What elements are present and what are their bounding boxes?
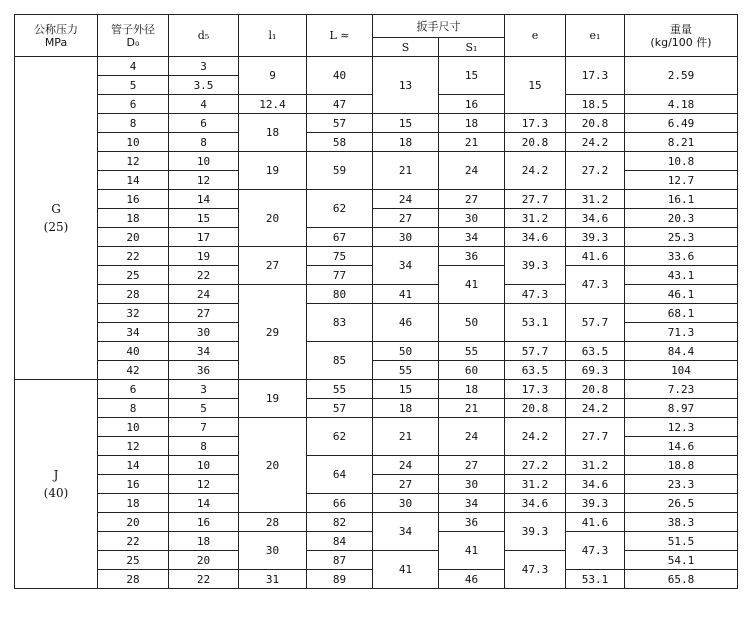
cell-S: 13 [373, 57, 439, 114]
cell-d5: 5 [169, 399, 239, 418]
cell-weight: 8.97 [625, 399, 738, 418]
cell-S: 24 [373, 190, 439, 209]
cell-L: 82 [307, 513, 373, 532]
cell-L: 87 [307, 551, 373, 570]
cell-S1: 60 [439, 361, 505, 380]
cell-l1: 12.4 [239, 95, 307, 114]
header-L: L ≈ [307, 15, 373, 57]
cell-e1: 20.8 [566, 114, 625, 133]
cell-d5: 12 [169, 475, 239, 494]
cell-L: 83 [307, 304, 373, 342]
cell-L: 55 [307, 380, 373, 399]
table-row [15, 380, 738, 399]
cell-d0: 32 [98, 304, 169, 323]
cell-d5: 36 [169, 361, 239, 380]
cell-e: 47.3 [505, 551, 566, 589]
table-row [15, 57, 738, 76]
cell-weight: 65.8 [625, 570, 738, 589]
cell-weight: 26.5 [625, 494, 738, 513]
cell-d5: 4 [169, 95, 239, 114]
cell-weight: 84.4 [625, 342, 738, 361]
cell-S: 21 [373, 418, 439, 456]
cell-d5: 14 [169, 494, 239, 513]
cell-S1: 27 [439, 456, 505, 475]
header-e: e [505, 15, 566, 57]
cell-weight: 23.3 [625, 475, 738, 494]
cell-weight: 10.8 [625, 152, 738, 171]
cell-e1: 24.2 [566, 399, 625, 418]
cell-L: 75 [307, 247, 373, 266]
table-row [15, 190, 738, 209]
cell-e1: 57.7 [566, 304, 625, 342]
cell-S1: 24 [439, 152, 505, 190]
cell-l1: 20 [239, 190, 307, 247]
cell-e1: 39.3 [566, 228, 625, 247]
table-row [15, 361, 738, 380]
pressure-group-j: J (40) [15, 380, 98, 589]
cell-weight: 2.59 [625, 57, 738, 95]
table-row [15, 304, 738, 323]
cell-d5: 24 [169, 285, 239, 304]
cell-e: 47.3 [505, 285, 566, 304]
cell-d5: 19 [169, 247, 239, 266]
cell-weight: 25.3 [625, 228, 738, 247]
cell-e1: 20.8 [566, 380, 625, 399]
cell-S1: 24 [439, 418, 505, 456]
cell-d0: 10 [98, 418, 169, 437]
cell-L: 77 [307, 266, 373, 285]
cell-d5: 8 [169, 437, 239, 456]
cell-d5: 3 [169, 57, 239, 76]
cell-e: 20.8 [505, 133, 566, 152]
cell-S: 15 [373, 380, 439, 399]
cell-d5: 3.5 [169, 76, 239, 95]
cell-e1: 41.6 [566, 513, 625, 532]
cell-d0: 22 [98, 532, 169, 551]
table-row [15, 399, 738, 418]
cell-l1: 9 [239, 57, 307, 95]
cell-d5: 7 [169, 418, 239, 437]
table-row [15, 152, 738, 171]
cell-L: 84 [307, 532, 373, 551]
header-d5: d₅ [169, 15, 239, 57]
cell-d5: 18 [169, 532, 239, 551]
cell-d0: 5 [98, 76, 169, 95]
cell-weight: 12.7 [625, 171, 738, 190]
cell-d5: 10 [169, 456, 239, 475]
cell-l1: 19 [239, 152, 307, 190]
cell-d0: 18 [98, 494, 169, 513]
cell-e: 27.2 [505, 456, 566, 475]
cell-S1: 34 [439, 228, 505, 247]
cell-S: 30 [373, 494, 439, 513]
cell-S: 21 [373, 152, 439, 190]
cell-d0: 16 [98, 475, 169, 494]
cell-d5: 34 [169, 342, 239, 361]
cell-S: 34 [373, 247, 439, 285]
cell-S1: 41 [439, 532, 505, 570]
cell-e: 39.3 [505, 247, 566, 285]
cell-d5: 14 [169, 190, 239, 209]
cell-e1: 34.6 [566, 209, 625, 228]
cell-S: 18 [373, 399, 439, 418]
cell-e1: 27.2 [566, 152, 625, 190]
table-row [15, 133, 738, 152]
cell-d0: 18 [98, 209, 169, 228]
cell-d5: 10 [169, 152, 239, 171]
cell-d0: 34 [98, 323, 169, 342]
cell-d5: 16 [169, 513, 239, 532]
cell-e1: 69.3 [566, 361, 625, 380]
cell-d5: 15 [169, 209, 239, 228]
cell-weight: 46.1 [625, 285, 738, 304]
cell-e: 24.2 [505, 152, 566, 190]
cell-S: 41 [373, 551, 439, 589]
cell-S1: 30 [439, 209, 505, 228]
cell-weight: 20.3 [625, 209, 738, 228]
cell-L: 80 [307, 285, 373, 304]
cell-e1: 53.1 [566, 570, 625, 589]
cell-S: 18 [373, 133, 439, 152]
cell-L: 62 [307, 418, 373, 456]
cell-e1: 24.2 [566, 133, 625, 152]
cell-e: 53.1 [505, 304, 566, 342]
cell-e: 31.2 [505, 475, 566, 494]
cell-weight: 4.18 [625, 95, 738, 114]
cell-weight: 104 [625, 361, 738, 380]
cell-S1: 36 [439, 513, 505, 532]
cell-e1: 31.2 [566, 456, 625, 475]
cell-weight: 68.1 [625, 304, 738, 323]
cell-S1: 46 [439, 570, 505, 589]
cell-d0: 8 [98, 114, 169, 133]
cell-e1: 17.3 [566, 57, 625, 95]
table-row [15, 285, 738, 304]
cell-d0: 20 [98, 228, 169, 247]
cell-e: 34.6 [505, 494, 566, 513]
cell-S1: 21 [439, 399, 505, 418]
cell-l1: 28 [239, 513, 307, 532]
cell-S: 27 [373, 475, 439, 494]
cell-L: 57 [307, 114, 373, 133]
cell-weight: 54.1 [625, 551, 738, 570]
cell-weight: 14.6 [625, 437, 738, 456]
cell-L: 67 [307, 228, 373, 247]
cell-weight: 8.21 [625, 133, 738, 152]
table-row [15, 551, 738, 570]
cell-l1: 19 [239, 380, 307, 418]
cell-S: 55 [373, 361, 439, 380]
cell-S1: 16 [439, 95, 505, 114]
cell-S: 15 [373, 114, 439, 133]
cell-d0: 4 [98, 57, 169, 76]
cell-S1: 55 [439, 342, 505, 361]
cell-S1: 30 [439, 475, 505, 494]
table-row [15, 114, 738, 133]
cell-S: 46 [373, 304, 439, 342]
cell-d0: 22 [98, 247, 169, 266]
cell-e: 20.8 [505, 399, 566, 418]
cell-d0: 14 [98, 171, 169, 190]
cell-weight: 33.6 [625, 247, 738, 266]
cell-e1: 39.3 [566, 494, 625, 513]
cell-L: 66 [307, 494, 373, 513]
cell-e: 31.2 [505, 209, 566, 228]
cell-S: 24 [373, 456, 439, 475]
cell-d0: 40 [98, 342, 169, 361]
cell-l1: 30 [239, 532, 307, 570]
cell-l1: 27 [239, 247, 307, 285]
cell-L: 89 [307, 570, 373, 589]
cell-S1: 27 [439, 190, 505, 209]
cell-d0: 28 [98, 285, 169, 304]
cell-d0: 8 [98, 399, 169, 418]
cell-d5: 3 [169, 380, 239, 399]
cell-d5: 20 [169, 551, 239, 570]
cell-d0: 12 [98, 152, 169, 171]
cell-L: 47 [307, 95, 373, 114]
cell-S1: 41 [439, 266, 505, 304]
cell-d0: 10 [98, 133, 169, 152]
cell-weight: 51.5 [625, 532, 738, 551]
cell-e1: 63.5 [566, 342, 625, 361]
cell-S1: 21 [439, 133, 505, 152]
cell-e1: 34.6 [566, 475, 625, 494]
cell-d5: 30 [169, 323, 239, 342]
cell-S1: 15 [439, 57, 505, 95]
table-row [15, 456, 738, 475]
cell-weight: 16.1 [625, 190, 738, 209]
cell-S: 34 [373, 513, 439, 551]
table-row [15, 418, 738, 437]
cell-d0: 25 [98, 266, 169, 285]
cell-d0: 28 [98, 570, 169, 589]
cell-S: 50 [373, 342, 439, 361]
cell-d5: 8 [169, 133, 239, 152]
header-S1: S₁ [439, 38, 505, 57]
cell-d0: 42 [98, 361, 169, 380]
cell-weight: 38.3 [625, 513, 738, 532]
table-row [15, 228, 738, 247]
header-S: S [373, 38, 439, 57]
header-pressure: 公称压力 MPa [15, 15, 98, 57]
cell-L: 58 [307, 133, 373, 152]
header-pipe-diameter: 管子外径 D₀ [98, 15, 169, 57]
cell-weight: 43.1 [625, 266, 738, 285]
cell-weight: 12.3 [625, 418, 738, 437]
cell-weight: 71.3 [625, 323, 738, 342]
cell-e: 15 [505, 57, 566, 114]
table-row [15, 475, 738, 494]
cell-e: 63.5 [505, 361, 566, 380]
fitting-dimensions-table [14, 14, 738, 589]
cell-L: 64 [307, 456, 373, 494]
header-e1: e₁ [566, 15, 625, 57]
cell-S: 41 [373, 285, 439, 304]
cell-S1: 34 [439, 494, 505, 513]
cell-d0: 20 [98, 513, 169, 532]
cell-e1: 31.2 [566, 190, 625, 209]
cell-S1: 36 [439, 247, 505, 266]
header-l1: l₁ [239, 15, 307, 57]
cell-S: 27 [373, 209, 439, 228]
cell-d5: 27 [169, 304, 239, 323]
cell-L: 85 [307, 342, 373, 380]
cell-d5: 17 [169, 228, 239, 247]
cell-d0: 6 [98, 380, 169, 399]
cell-L: 57 [307, 399, 373, 418]
pressure-group-g: G (25) [15, 57, 98, 380]
cell-d5: 22 [169, 570, 239, 589]
cell-S1: 18 [439, 114, 505, 133]
header-weight: 重量 (kg/100 件) [625, 15, 738, 57]
cell-L: 40 [307, 57, 373, 95]
cell-l1: 20 [239, 418, 307, 513]
spec-table-container [14, 14, 737, 589]
cell-e1: 47.3 [566, 532, 625, 570]
cell-e: 17.3 [505, 380, 566, 399]
table-row [15, 209, 738, 228]
cell-l1: 31 [239, 570, 307, 589]
cell-e: 39.3 [505, 513, 566, 551]
cell-weight: 7.23 [625, 380, 738, 399]
cell-d5: 22 [169, 266, 239, 285]
cell-d0: 14 [98, 456, 169, 475]
table-row [15, 247, 738, 266]
cell-l1: 29 [239, 285, 307, 380]
cell-e: 34.6 [505, 228, 566, 247]
cell-d5: 6 [169, 114, 239, 133]
table-row [15, 513, 738, 532]
cell-weight: 18.8 [625, 456, 738, 475]
table-row [15, 342, 738, 361]
cell-S1: 50 [439, 304, 505, 342]
cell-e1: 47.3 [566, 266, 625, 304]
cell-e1: 27.7 [566, 418, 625, 456]
cell-d0: 16 [98, 190, 169, 209]
cell-d0: 25 [98, 551, 169, 570]
cell-e: 57.7 [505, 342, 566, 361]
cell-e: 27.7 [505, 190, 566, 209]
cell-S1: 18 [439, 380, 505, 399]
cell-e1: 41.6 [566, 247, 625, 266]
cell-L: 62 [307, 190, 373, 228]
header-wrench-size: 扳手尺寸 [373, 15, 505, 38]
cell-d0: 6 [98, 95, 169, 114]
cell-L: 59 [307, 152, 373, 190]
table-row [15, 494, 738, 513]
cell-weight: 6.49 [625, 114, 738, 133]
cell-d5: 12 [169, 171, 239, 190]
cell-l1: 18 [239, 114, 307, 152]
cell-e: 17.3 [505, 114, 566, 133]
cell-S: 30 [373, 228, 439, 247]
cell-e1: 18.5 [566, 95, 625, 114]
cell-e: 24.2 [505, 418, 566, 456]
cell-d0: 12 [98, 437, 169, 456]
